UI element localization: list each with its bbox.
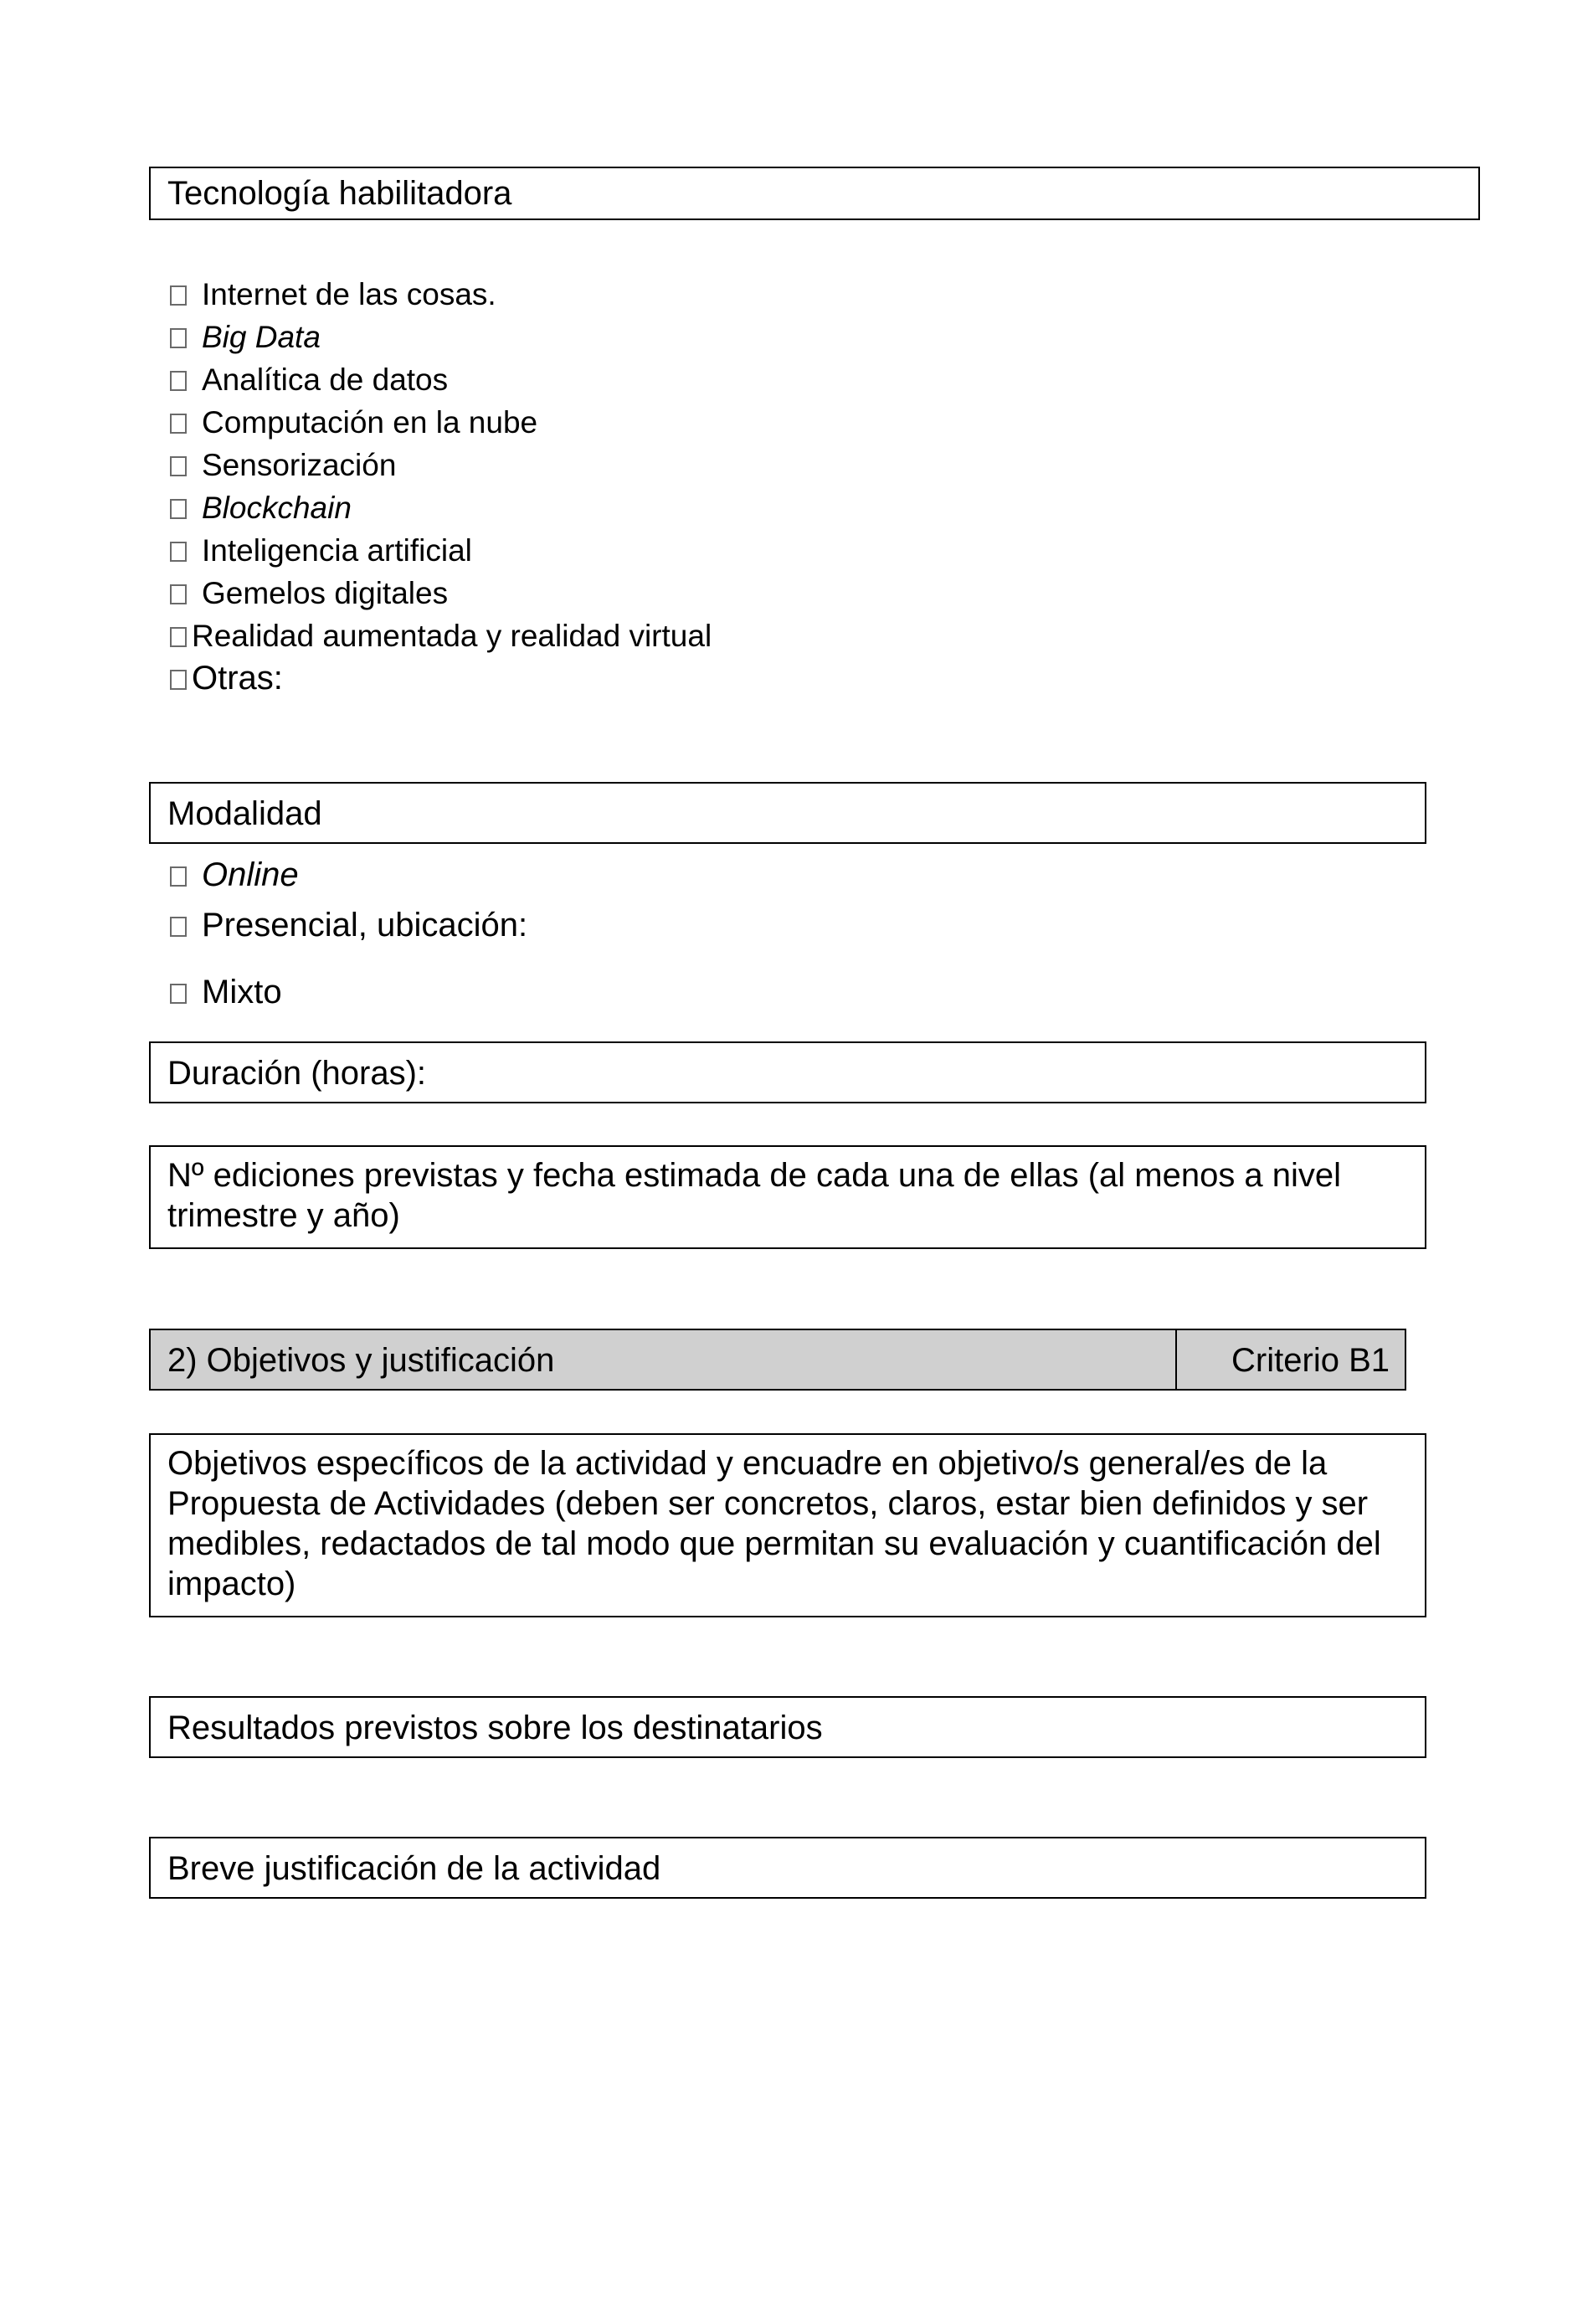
checkbox-icon[interactable] bbox=[170, 328, 187, 348]
checkbox-icon[interactable] bbox=[170, 670, 187, 690]
option-label: Big Data bbox=[202, 320, 321, 354]
checkbox-icon[interactable] bbox=[170, 542, 187, 562]
option-label: Analítica de datos bbox=[202, 362, 449, 397]
checkbox-icon[interactable] bbox=[170, 414, 187, 434]
checkbox-icon[interactable] bbox=[170, 627, 187, 647]
option-label: Otras: bbox=[192, 660, 283, 697]
option-realidad-aumentada-virtual[interactable] bbox=[170, 618, 712, 655]
duracion-field-box[interactable] bbox=[149, 1041, 1426, 1103]
modalidad-title: Modalidad bbox=[167, 795, 322, 832]
justificacion-label: Breve justificación de la actividad bbox=[167, 1850, 661, 1887]
ediciones-field-box[interactable] bbox=[149, 1145, 1426, 1249]
tecnologia-header-box bbox=[149, 167, 1480, 220]
checkbox-icon[interactable] bbox=[170, 499, 187, 519]
option-label: Gemelos digitales bbox=[202, 576, 449, 610]
ediciones-label: Nº ediciones previstas y fecha estimada de cada una de ellas (al menos a nivel trimestre y año) bbox=[167, 1157, 1342, 1234]
modalidad-options-list bbox=[170, 855, 1174, 1014]
criterio-cell bbox=[1175, 1329, 1406, 1391]
criterio-label: Criterio B1 bbox=[1231, 1342, 1390, 1379]
option-otras[interactable] bbox=[170, 658, 283, 698]
option-big-data[interactable] bbox=[170, 319, 321, 356]
option-label: Computación en la nube bbox=[202, 405, 538, 440]
section-title: 2) Objetivos y justificación bbox=[167, 1342, 555, 1379]
checkbox-icon[interactable] bbox=[170, 285, 187, 306]
option-label: Presencial, ubicación: bbox=[202, 907, 528, 943]
option-internet-de-las-cosas[interactable] bbox=[170, 276, 496, 313]
option-label: Online bbox=[202, 856, 299, 893]
option-computacion-en-la-nube[interactable] bbox=[170, 404, 537, 441]
checkbox-icon[interactable] bbox=[170, 984, 187, 1004]
checkbox-icon[interactable] bbox=[170, 584, 187, 604]
objetivos-especificos-field-box[interactable] bbox=[149, 1433, 1426, 1617]
option-label: Realidad aumentada y realidad virtual bbox=[192, 619, 712, 653]
checkbox-icon[interactable] bbox=[170, 456, 187, 476]
resultados-label: Resultados previstos sobre los destinatarios bbox=[167, 1710, 823, 1746]
tecnologia-title: Tecnología habilitadora bbox=[167, 175, 512, 212]
tecnologia-options-list bbox=[170, 276, 1342, 712]
duracion-label: Duración (horas): bbox=[167, 1055, 427, 1092]
option-online[interactable] bbox=[170, 855, 299, 895]
option-sensorizacion[interactable] bbox=[170, 447, 396, 484]
option-label: Sensorización bbox=[202, 448, 397, 482]
option-blockchain[interactable] bbox=[170, 490, 352, 527]
justificacion-field-box[interactable] bbox=[149, 1837, 1426, 1899]
checkbox-icon[interactable] bbox=[170, 866, 187, 887]
option-label: Mixto bbox=[202, 974, 282, 1010]
option-analitica-de-datos[interactable] bbox=[170, 362, 448, 398]
checkbox-icon[interactable] bbox=[170, 371, 187, 391]
option-label: Inteligencia artificial bbox=[202, 533, 472, 568]
checkbox-icon[interactable] bbox=[170, 917, 187, 937]
objetivos-especificos-label: Objetivos específicos de la actividad y encuadre en objetivo/s general/es de la Propuesta de Actividades (deben ser concretos, claros, estar bien definidos y ser medibles, redactados de tal modo que permitan su evaluación y cuantificación del impacto) bbox=[167, 1445, 1381, 1602]
resultados-field-box[interactable] bbox=[149, 1696, 1426, 1758]
modalidad-header-box bbox=[149, 782, 1426, 844]
option-inteligencia-artificial[interactable] bbox=[170, 532, 472, 569]
option-label: Internet de las cosas. bbox=[202, 277, 496, 311]
objetivos-section-header bbox=[149, 1329, 1177, 1391]
option-mixto[interactable] bbox=[170, 972, 282, 1012]
option-presencial[interactable] bbox=[170, 905, 527, 945]
option-gemelos-digitales[interactable] bbox=[170, 575, 448, 612]
option-label: Blockchain bbox=[202, 491, 352, 525]
